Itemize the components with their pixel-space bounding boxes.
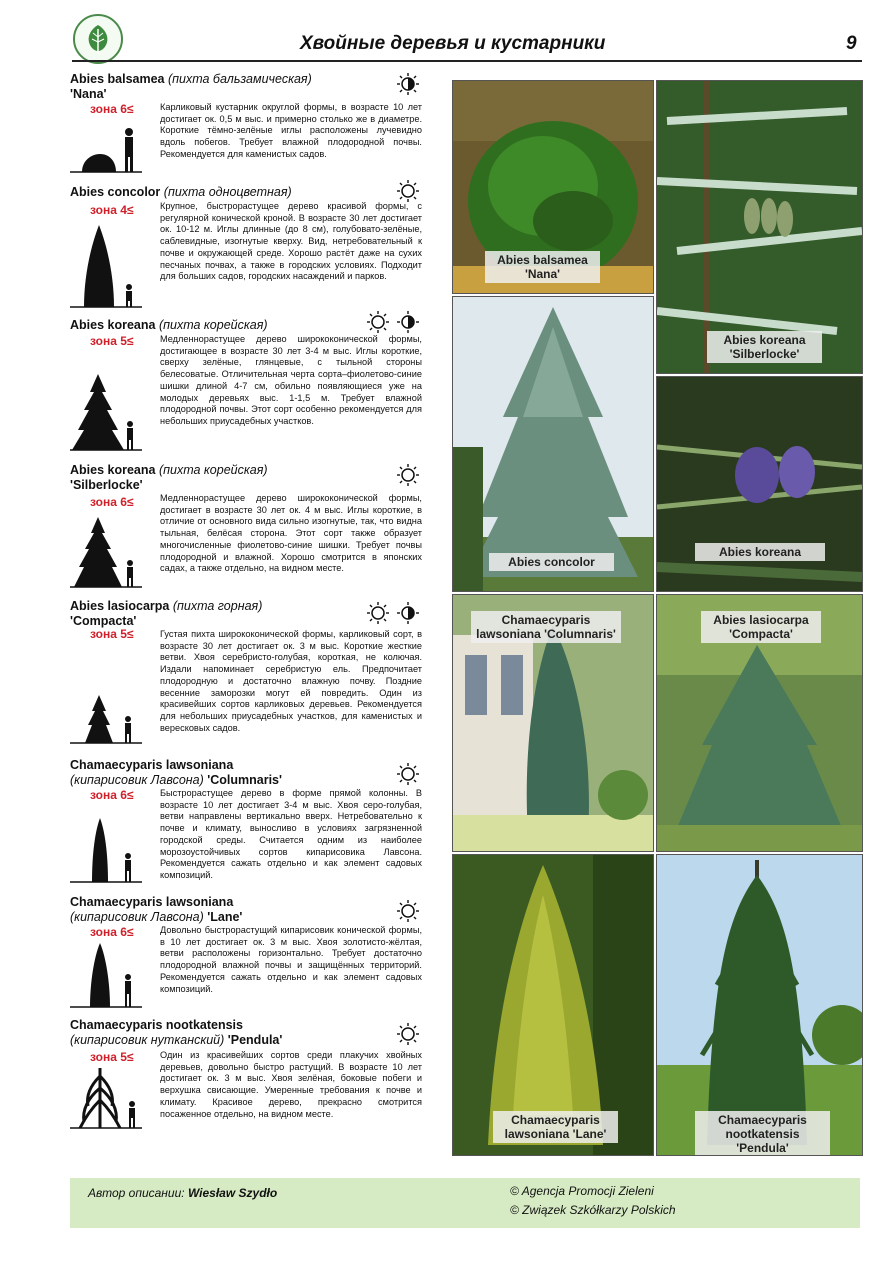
entry-description: Медленнорастущее дерево ширококонической формы, достигающее в возрасте 30 лет 3-4 м выс. Иглы короткие, сверху зелёные, глянцевые, с тыльной стороны белесоватые. Отличительная черта сорта–фиолетово-синие шишки длиной 4-7 см, обильно появляющиеся уже на молодых деревьях выс. 1-1,5 м. Требует влажной плодородной почвы. Этот сорт особенно рекомендуется для небольших приусадебных участков.: [160, 334, 422, 426]
entry-abies-koreana: [70, 318, 422, 458]
cultivar-name: 'Nana': [70, 87, 107, 101]
cultivar-name: 'Compacta': [70, 614, 137, 628]
entry-description: Медленнорастущее дерево ширококонической формы, достигает в возрасте 30 лет ок. 4 м выс. Иглы короткие, в отличие от основного вида сильно изогнутые, так, что видна тыльная, белёсая сторона. Этот сорт также образует многочисленные фиолетово-синие шишки. Требует почвы плодородной и влажной. Хорошо смотрится в японских садах, а также отдельно, на видном месте.: [160, 493, 422, 574]
page-number: 9: [846, 33, 857, 54]
sun-icon: [366, 310, 390, 334]
photo-chamaecyparis-pendula: [656, 854, 863, 1156]
photo-caption: [695, 543, 825, 561]
entry-title: [70, 1018, 422, 1033]
caption-line: Chamaecyparis: [718, 1113, 807, 1127]
author-name: Wiesław Szydło: [187, 1186, 278, 1200]
entry-chamaecyparis-lane: [70, 895, 422, 1015]
photo-caption: [471, 611, 621, 643]
entry-description: Карликовый кустарник округлой формы, в возрасте 10 лет достигает ок. 0,5 м выс. и примерно столько же в диаметре. Короткие тёмно-зелёные иглы расположены лучевидно вдоль побегов. Требует влажной плодородной почвы. Рекомендуется для каменистых садов.: [160, 102, 422, 159]
caption-line: 'Nana': [524, 267, 561, 281]
caption-line: 'Silberlocke': [729, 347, 800, 361]
photo-caption: [489, 553, 614, 571]
hardiness-zone: зона 6≤: [90, 102, 134, 116]
entry-title: [70, 895, 422, 910]
photo-caption: [485, 251, 600, 283]
sun-icon: [396, 1022, 420, 1046]
photo-abies-koreana: [656, 376, 863, 592]
cultivar-name: 'Columnaris': [207, 773, 282, 787]
russian-name: (пихта горная): [172, 599, 263, 613]
leaf-logo: [73, 14, 123, 64]
sun-icon: [366, 601, 390, 625]
latin-name: Abies koreana: [70, 463, 156, 477]
entry-title: [70, 185, 422, 200]
sun-icon: [396, 899, 420, 923]
entry-abies-koreana-silberlocke: [70, 463, 422, 593]
author-label: Автор описании:: [88, 1186, 185, 1200]
photo-abies-concolor: [452, 296, 654, 592]
caption-line: Chamaecyparis: [501, 613, 591, 627]
size-silhouette-icon: [70, 515, 145, 589]
caption-line: lawsoniana 'Lane': [504, 1127, 607, 1141]
hardiness-zone: зона 6≤: [90, 788, 134, 802]
entry-description: Быстрорастущее дерево в форме прямой колонны. В возрасте 10 лет достигает 3-4 м выс. Хвоя серо-голубая, ветви направлены вертикально вверх. Нетребовательно к почве и климату, выносливо в условиях загрязненной городской среды. Считается одним из наиболее морозоустойчивых сортов кипарисовика Лавсона. Рекомендуется сажать отдельно и как элемент садовых композиций.: [160, 788, 422, 880]
half-shade-icon: [396, 310, 420, 334]
footer-bar: [70, 1178, 860, 1228]
photo-abies-koreana-silberlocke: [656, 80, 863, 374]
hardiness-zone: зона 5≤: [90, 1050, 134, 1064]
size-silhouette-icon: [70, 691, 145, 747]
entry-chamaecyparis-columnaris: [70, 758, 422, 888]
caption-line: 'Compacta': [729, 627, 793, 641]
leaf-icon: [80, 21, 116, 57]
russian-name: (кипарисовик Лавсона): [70, 910, 204, 924]
entry-title: [70, 758, 422, 773]
entry-subtitle: [70, 1033, 422, 1048]
half-shade-icon: [396, 72, 420, 96]
entry-abies-balsamea-nana: [70, 72, 422, 192]
latin-name: Chamaecyparis lawsoniana: [70, 895, 234, 909]
cultivar-name: 'Silberlocke': [70, 478, 143, 492]
page-title: Хвойные деревья и кустарники: [300, 33, 606, 54]
hardiness-zone: зона 5≤: [90, 627, 134, 641]
photo-chamaecyparis-lane: [452, 854, 654, 1156]
russian-name: (пихта одноцветная): [163, 185, 292, 199]
russian-name: (пихта корейская): [158, 463, 268, 477]
photo-caption: [701, 611, 821, 643]
cultivar-name: 'Lane': [207, 910, 243, 924]
photo-chamaecyparis-columnaris: [452, 594, 654, 852]
russian-name: (пихта корейская): [158, 318, 268, 332]
size-silhouette-icon: [70, 223, 145, 311]
caption-line: Abies koreana: [718, 545, 802, 559]
header-divider: [72, 60, 862, 62]
latin-name: Chamaecyparis nootkatensis: [70, 1018, 243, 1032]
entry-description: Довольно быстрорастущий кипарисовик конической формы, в 10 лет достигает ок. 3 м выс. Хвоя золотисто-жёлтая, ветви расположены горизонтально. Требует достаточно плодородной влажной почвы и защищённых территорий. Рекомендуется сажать отдельно и как элемент садовых композиций.: [160, 925, 422, 994]
hardiness-zone: зона 6≤: [90, 495, 134, 509]
entry-title: [70, 72, 422, 87]
russian-name: (пихта бальзамическая): [167, 72, 312, 86]
entry-description: Крупное, быстрорастущее дерево красивой формы, с регулярной конической кроной. В возрасте 30 лет достигает ок. 10-12 м. Иглы длинные (до 8 см), голубовато-зелёные, саблевидные, изогнутые кверху. Вид, нетребовательный к почве и окружающей среде. Хорошо растёт даже на сухих песчаных почвах, а также в городских условиях. Подходит для больших садов, городских насаждений и парков.: [160, 201, 422, 282]
entry-chamaecyparis-pendula: [70, 1018, 422, 1138]
copyright-line: © Agencja Promocji Zieleni: [510, 1184, 654, 1198]
caption-line: Abies koreana: [723, 333, 806, 347]
sun-icon: [396, 762, 420, 786]
photo-caption: [493, 1111, 618, 1143]
size-silhouette-icon: [70, 122, 145, 174]
caption-line: nootkatensis 'Pendula': [725, 1127, 800, 1155]
photo-abies-lasiocarpa-compacta: [656, 594, 863, 852]
entry-description: Густая пихта ширококонической формы, карликовый сорт, в возрасте 30 лет достигает ок. 3 м выс. Короткие жесткие ветви. Хвоя серебристо-голубая, короткая, не колючая. Издали напоминает серебристую ель. Предпочитает плодородную и достаточно влажную почву. Поздние весенние заморозки могут ей повредить. Один из красивейших сортов карликовых деревьев. Рекомендуется для небольших приусадебных участков, для каменистых и вересковых садов.: [160, 629, 422, 733]
photo-caption: [695, 1111, 830, 1156]
size-silhouette-icon: [70, 372, 145, 452]
entry-description: Один из красивейших сортов среди плакучих хвойных деревьев, довольно быстро растущий. В возрасте 10 лет достигает ок. 3 м выс. Хвоя зелёная, боковые побеги и верхушка свисающие. Умеренные требования к почве и климату. Красивое дерево, прекрасно смотрится посаженное отдельно, на видном месте.: [160, 1050, 422, 1119]
copyright-line: © Związek Szkółkarzy Polskich: [510, 1203, 676, 1217]
caption-line: Abies balsamea: [497, 253, 588, 267]
hardiness-zone: зона 4≤: [90, 203, 134, 217]
entry-abies-lasiocarpa-compacta: [70, 599, 422, 754]
entry-abies-concolor: [70, 185, 422, 315]
photo-abies-balsamea-nana: [452, 80, 654, 294]
caption-line: lawsoniana 'Columnaris': [476, 627, 616, 641]
entry-subtitle: [70, 773, 422, 788]
sun-icon: [396, 463, 420, 487]
cultivar-name: 'Pendula': [227, 1033, 283, 1047]
size-silhouette-icon: [70, 816, 145, 884]
russian-name: (кипарисовик нутканский): [70, 1033, 225, 1047]
photo-caption: [707, 331, 822, 363]
size-silhouette-icon: [70, 941, 145, 1009]
latin-name: Abies lasiocarpa: [70, 599, 170, 613]
sun-icon: [396, 179, 420, 203]
russian-name: (кипарисовик Лавсона): [70, 773, 204, 787]
half-shade-icon: [396, 601, 420, 625]
latin-name: Abies koreana: [70, 318, 156, 332]
latin-name: Chamaecyparis lawsoniana: [70, 758, 234, 772]
hardiness-zone: зона 5≤: [90, 334, 134, 348]
latin-name: Abies balsamea: [70, 72, 165, 86]
caption-line: Chamaecyparis: [511, 1113, 600, 1127]
entry-subtitle: [70, 910, 422, 925]
author-credit: [88, 1186, 277, 1200]
size-silhouette-icon: [70, 1066, 145, 1132]
hardiness-zone: зона 6≤: [90, 925, 134, 939]
latin-name: Abies concolor: [70, 185, 161, 199]
caption-line: Abies concolor: [508, 555, 595, 569]
caption-line: Abies lasiocarpa: [713, 613, 809, 627]
entry-title: [70, 463, 422, 478]
